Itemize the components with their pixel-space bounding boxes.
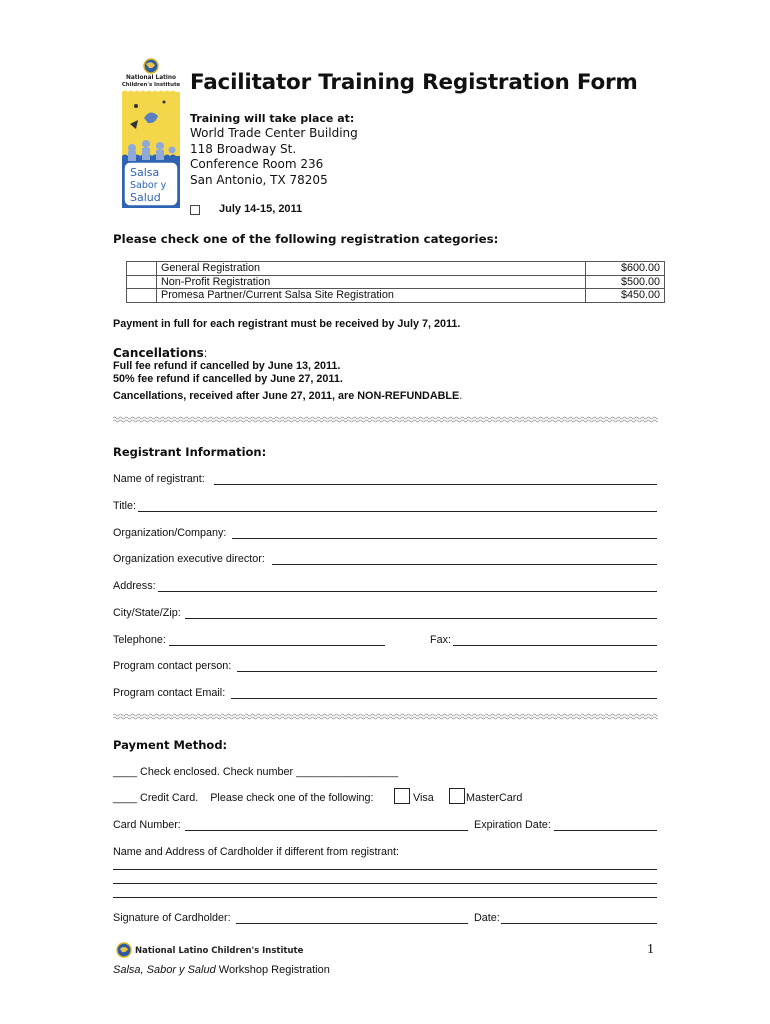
check-enclosed-blank[interactable]: ____ [113,766,138,778]
category-checkbox[interactable] [127,289,157,303]
contact-email-label: Program contact Email: [113,687,226,699]
cardholder-line-1[interactable] [113,869,657,870]
registrant-name-field[interactable] [214,484,657,485]
payment-deadline-note: Payment in full for each registrant must be received by July 7, 2011. [113,318,461,330]
venue-heading: Training will take place at: [190,112,355,125]
mastercard-label: MasterCard [466,792,523,804]
footer-program-italic: Salsa, Sabor y Salud [113,964,216,976]
contact-person-label: Program contact person: [113,660,232,672]
visa-label: Visa [413,792,434,804]
date-field[interactable] [501,923,657,924]
expiration-label: Expiration Date: [474,819,551,831]
logo-brand-line3: Salud [130,191,161,204]
category-checkbox[interactable] [127,275,157,289]
wavy-divider [113,416,658,424]
director-field[interactable] [272,564,657,565]
cardholder-label: Name and Address of Cardholder if different from registrant: [113,846,400,858]
page-title: Facilitator Training Registration Form [190,70,638,95]
category-price: $450.00 [586,289,665,303]
credit-card-label: Credit Card. [140,792,199,804]
table-row [127,262,665,276]
telephone-field[interactable] [169,645,385,646]
category-price: $500.00 [586,275,665,289]
date-label: Date: [474,912,500,924]
category-name: Non-Profit Registration [157,275,586,289]
category-checkbox[interactable] [127,262,157,276]
title-label: Title: [113,500,136,512]
card-number-field[interactable] [185,830,468,831]
footer-org-name: National Latino Children's Institute [135,946,304,956]
telephone-label: Telephone: [113,634,166,646]
organization-label: Organization/Company: [113,527,227,539]
card-type-instruction: Please check one of the following: [210,792,374,804]
registrant-name-label: Name of registrant: [113,473,205,485]
table-row [127,289,665,303]
check-enclosed-label: Check enclosed. Check number [140,766,294,778]
venue-line: 118 Broadway St. [190,142,297,156]
mastercard-checkbox[interactable] [449,788,465,804]
wavy-divider [113,713,658,721]
payment-heading: Payment Method: [113,738,228,752]
signature-field[interactable] [236,923,468,924]
logo-org-line1: National Latino [125,75,177,81]
logo-org-line2: Children's Institute [121,82,181,88]
fax-label: Fax: [430,634,451,646]
city-state-zip-field[interactable] [185,618,657,619]
address-field[interactable] [158,591,657,592]
date-checkbox[interactable] [190,205,200,215]
logo-brand-line1: Salsa [130,166,160,179]
table-row [127,275,665,289]
cancellation-policy-line: 50% fee refund if cancelled by June 27, 2011. [113,373,343,385]
contact-person-field[interactable] [237,671,657,672]
venue-line: World Trade Center Building [190,126,358,140]
card-number-label: Card Number: [113,819,181,831]
organization-field[interactable] [232,538,657,539]
fax-field[interactable] [453,645,657,646]
cardholder-line-2[interactable] [113,883,657,884]
director-label: Organization executive director: [113,553,265,565]
registration-categories-table [126,261,665,303]
globe-icon [116,942,132,958]
categories-heading: Please check one of the following registration categories: [113,232,499,246]
cancellation-policy-text: Cancellations, received after June 27, 2011, are NON-REFUNDABLE [113,390,460,402]
venue-line: San Antonio, TX 78205 [190,173,328,187]
salsa-sabor-y-salud-logo [116,58,186,213]
credit-card-blank[interactable]: ____ [113,792,138,804]
page-number: 1 [647,942,654,957]
registrant-heading: Registrant Information: [113,445,267,459]
footer-program [113,964,330,976]
cancellation-period: . [459,390,463,402]
check-enclosed-row [113,766,398,778]
expiration-field[interactable] [554,830,657,831]
signature-label: Signature of Cardholder: [113,912,231,924]
training-date: July 14-15, 2011 [219,203,303,215]
cancellations-colon: : [203,346,208,360]
category-price: $600.00 [586,262,665,276]
cancellations-title: Cancellations [113,346,204,360]
cardholder-line-3[interactable] [113,897,657,898]
title-field[interactable] [138,511,657,512]
cancellation-policy-line: Full fee refund if cancelled by June 13, 2011. [113,360,341,372]
credit-card-row [113,792,374,804]
category-name: Promesa Partner/Current Salsa Site Registration [157,289,586,303]
cancellation-policy-line [113,386,462,404]
venue-line: Conference Room 236 [190,157,324,171]
visa-checkbox[interactable] [394,788,410,804]
logo-brand-line2: Sabor y [130,180,167,191]
address-label: Address: [113,580,156,592]
category-name: General Registration [157,262,586,276]
city-state-zip-label: City/State/Zip: [113,607,181,619]
contact-email-field[interactable] [231,698,657,699]
check-number-field[interactable]: _________________ [296,766,399,778]
footer-program-rest: Workshop Registration [215,964,330,976]
